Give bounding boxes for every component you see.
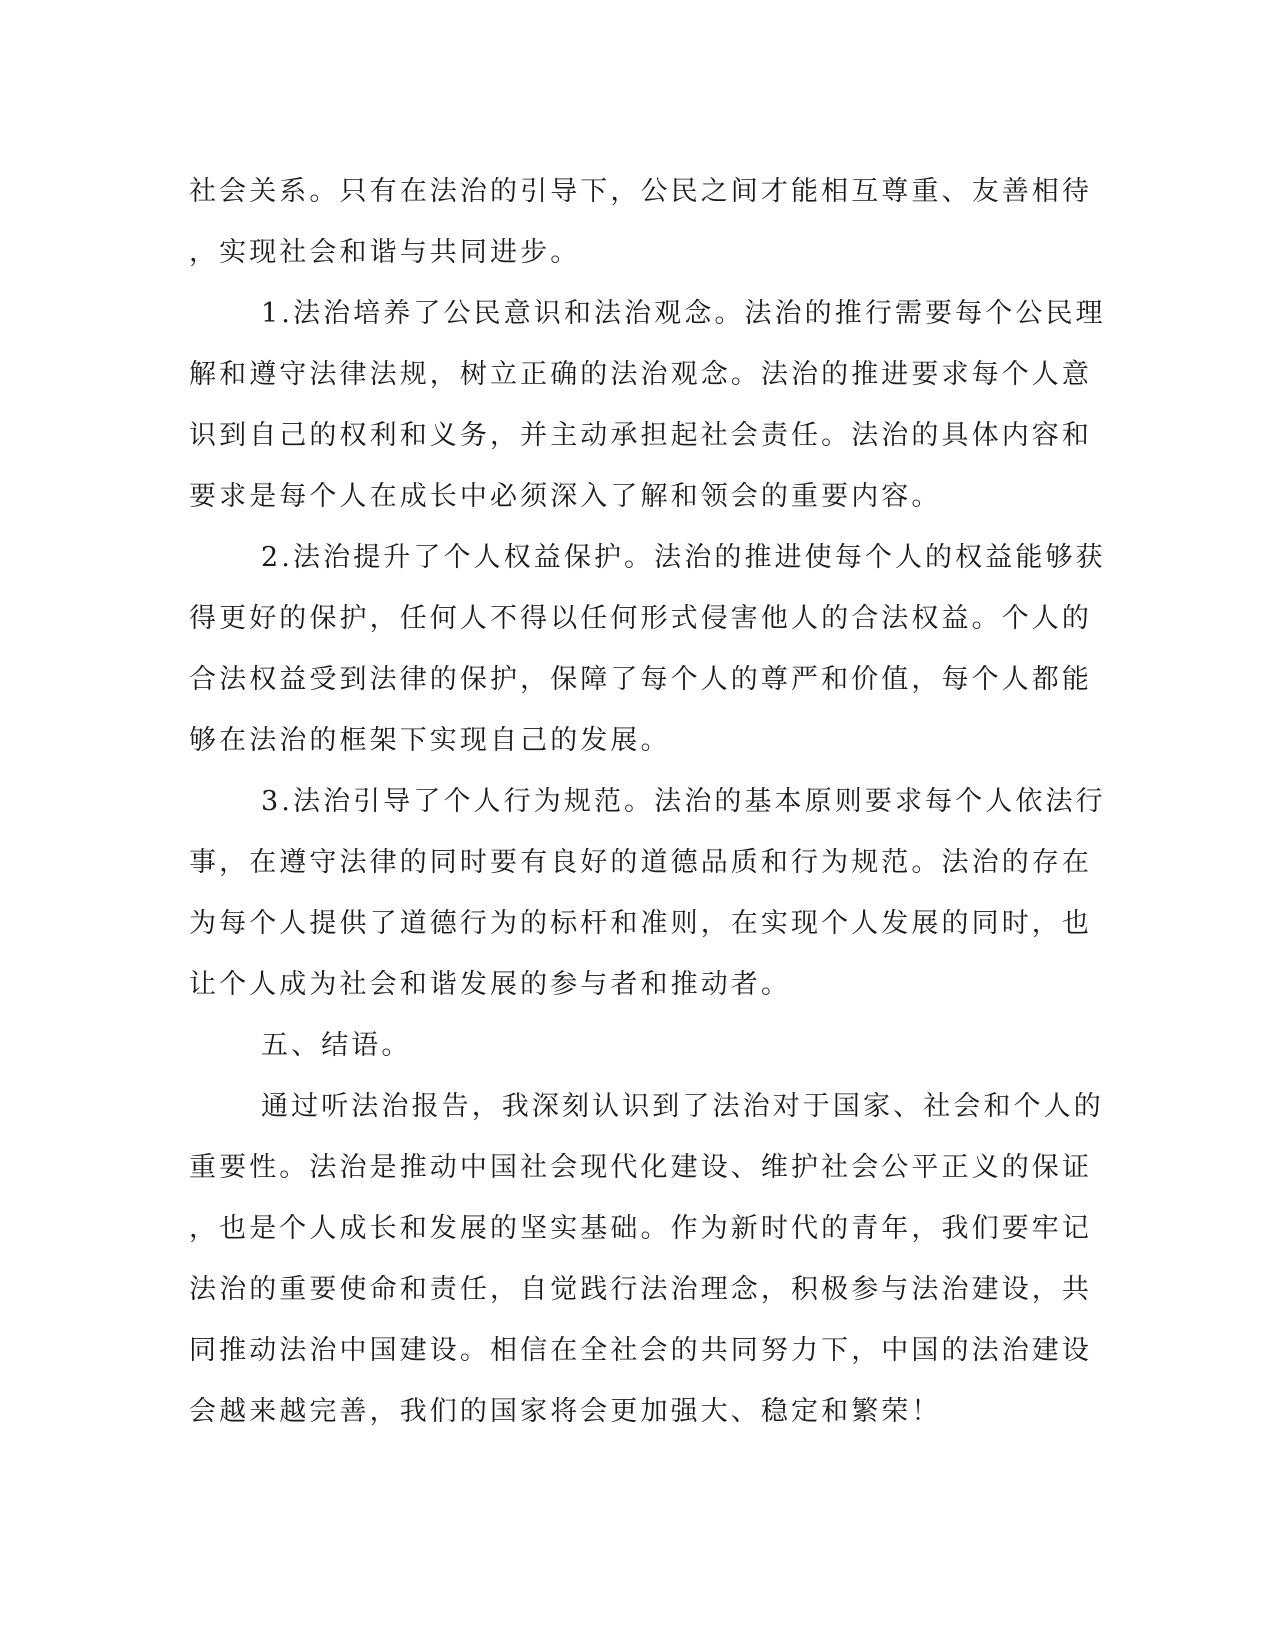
conclusion-paragraph-line: 通过听法治报告，我深刻认识到了法治对于国家、社会和个人的 <box>261 1091 1104 1122</box>
text-line: 要求是每个人在成长中必须深入了解和领会的重要内容。 <box>189 481 942 512</box>
list-item-1-line: 1.法治培养了公民意识和法治观念。法治的推行需要每个公民理 <box>261 298 1106 329</box>
text-line: 为每个人提供了道德行为的标杆和准则，在实现个人发展的同时，也 <box>189 908 1092 939</box>
text-line: 法治的重要使命和责任，自觉践行法治理念，积极参与法治建设，共 <box>189 1274 1092 1305</box>
section-heading: 五、结语。 <box>261 1030 412 1061</box>
text-line: 社会关系。只有在法治的引导下，公民之间才能相互尊重、友善相待 <box>189 176 1092 207</box>
text-line: ，实现社会和谐与共同进步。 <box>189 237 581 268</box>
text-line: 重要性。法治是推动中国社会现代化建设、维护社会公平正义的保证 <box>189 1152 1092 1183</box>
text-line: 同推动法治中国建设。相信在全社会的共同努力下，中国的法治建设 <box>189 1335 1092 1366</box>
text-line: 事，在遵守法律的同时要有良好的道德品质和行为规范。法治的存在 <box>189 847 1092 878</box>
text-line: 识到自己的权利和义务，并主动承担起社会责任。法治的具体内容和 <box>189 420 1092 451</box>
text-line: 得更好的保护，任何人不得以任何形式侵害他人的合法权益。个人的 <box>189 603 1092 634</box>
text-line: 合法权益受到法律的保护，保障了每个人的尊严和价值，每个人都能 <box>189 664 1092 695</box>
body-text <box>189 161 1106 1442</box>
text-line: ，也是个人成长和发展的坚实基础。作为新时代的青年，我们要牢记 <box>189 1213 1092 1244</box>
list-item-3-line: 3.法治引导了个人行为规范。法治的基本原则要求每个人依法行 <box>261 786 1106 817</box>
text-line: 让个人成为社会和谐发展的参与者和推动者。 <box>189 969 791 1000</box>
text-line: 解和遵守法律法规，树立正确的法治观念。法治的推进要求每个人意 <box>189 359 1092 390</box>
text-line: 够在法治的框架下实现自己的发展。 <box>189 725 671 756</box>
text-line: 会越来越完善，我们的国家将会更加强大、稳定和繁荣！ <box>189 1396 942 1427</box>
list-item-2-line: 2.法治提升了个人权益保护。法治的推进使每个人的权益能够获 <box>261 542 1106 573</box>
